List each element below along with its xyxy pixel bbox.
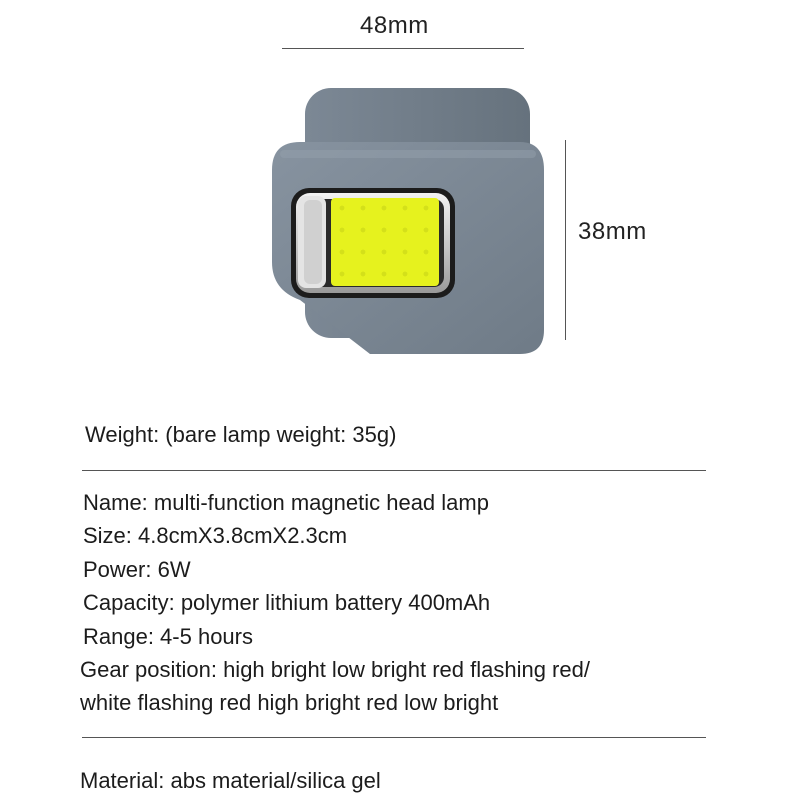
led-dot [382, 228, 387, 233]
led-dot [403, 272, 408, 277]
height-dimension-label: 38mm [578, 218, 647, 245]
spec-size: Size: 4.8cmX3.8cmX2.3cm [83, 523, 348, 548]
led-dot [361, 228, 366, 233]
led-dot [403, 228, 408, 233]
led-dot [424, 272, 429, 277]
led-dot [403, 250, 408, 255]
divider-top [82, 470, 706, 471]
spec-name: Name: multi-function magnetic head lamp [83, 490, 489, 515]
led-dot [340, 206, 345, 211]
led-dot [382, 250, 387, 255]
width-dimension-label: 48mm [360, 12, 429, 39]
led-dot [361, 272, 366, 277]
led-dot [340, 272, 345, 277]
divider-bottom [82, 737, 706, 738]
led-dot [361, 206, 366, 211]
led-dot [340, 228, 345, 233]
spec-gear-position-line1: Gear position: high bright low bright red flashing red/ [80, 657, 590, 682]
led-dot [361, 250, 366, 255]
led-dot [382, 206, 387, 211]
led-dot [403, 206, 408, 211]
led-dot [382, 272, 387, 277]
led-dot [424, 206, 429, 211]
led-dot [340, 250, 345, 255]
spec-gear-position-line2: white flashing red high bright red low bright [80, 690, 499, 715]
material-text: Material: abs material/silica gel [80, 768, 381, 793]
led-dot [424, 250, 429, 255]
spec-capacity: Capacity: polymer lithium battery 400mAh [83, 590, 491, 615]
cob-led-panel [331, 198, 439, 286]
spec-power: Power: 6W [83, 557, 191, 582]
lamp-switch-panel [298, 196, 326, 288]
weight-text: Weight: (bare lamp weight: 35g) [85, 422, 397, 447]
spec-range: Range: 4-5 hours [83, 624, 253, 649]
led-dot [424, 228, 429, 233]
